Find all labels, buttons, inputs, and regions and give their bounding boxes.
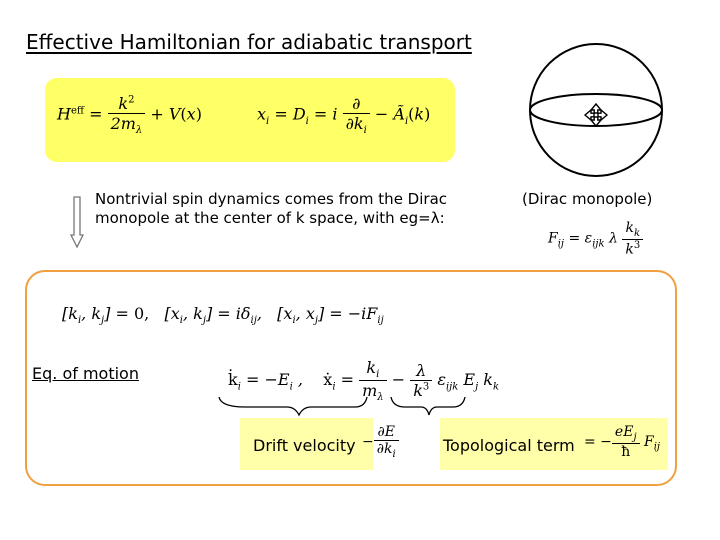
- drift-velocity-label: Drift velocity: [253, 436, 356, 455]
- drift-velocity-formula: − $\frac{\partial E}{\partial k_i}$: [362, 424, 399, 460]
- dirac-monopole-label: (Dirac monopole): [522, 190, 653, 208]
- hamiltonian-equation: $H^{eff}$ = $\frac{k^2}{2m_\lambda}$ + V(x): [57, 94, 202, 137]
- position-operator-equation: $x_i = D_i = i$ $\frac{\partial}{\partial k_i}$ − $Ã_i(k)$: [257, 94, 431, 137]
- topological-term-label: Topological term: [443, 436, 575, 455]
- page-title: Effective Hamiltonian for adiabatic transport: [26, 30, 472, 54]
- hamiltonian-box: [45, 78, 455, 162]
- eq-of-motion-label: Eq. of motion: [32, 364, 139, 383]
- topological-term-formula: = − $\frac{eE_j}{ħ}$ $F_{ij}$: [584, 424, 661, 460]
- down-arrow-icon: [70, 196, 84, 248]
- grouping-braces: [215, 395, 475, 419]
- sphere-diagram: [528, 42, 664, 178]
- move-cursor-icon: [585, 104, 607, 126]
- commutator-relations: [$k_i$, $k_j] = 0$, [$x_i$, $k_j] = i\delta_{ij}$, [$x_i$, $x_j] = -iF_{ij}$: [62, 304, 384, 327]
- berry-curvature-equation: $F_{ij} = \varepsilon_{ijk}$ λ $\frac{k_k}{k^3}$: [548, 220, 643, 257]
- equations-of-motion: $k̇_i = -E_i$ , ẋ$_i$ = $\frac{k_i}{m_\lambda}$ − $\frac{\lambda}{k^3}$ $\varepsilon_{ijk}$ $E_j$ $k_k$: [228, 358, 500, 404]
- monopole-description: Nontrivial spin dynamics comes from the Dirac monopole at the center of k space, with eg=λ:: [95, 190, 448, 227]
